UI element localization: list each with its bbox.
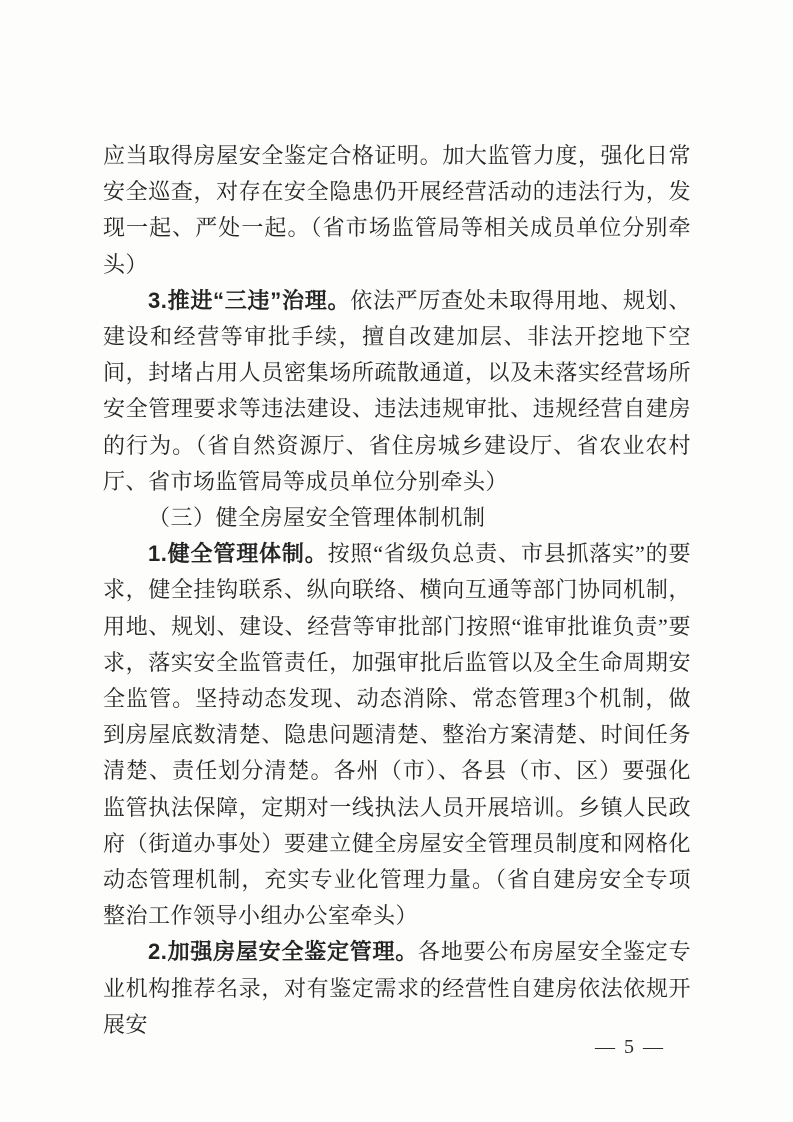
paragraph-lead-bold: 3.推进“三违”治理。	[148, 287, 351, 313]
document-body	[103, 138, 691, 1043]
body-paragraph	[103, 283, 691, 500]
paragraph-text: 按照“省级负总责、市县抓落实”的要求，健全挂钩联系、纵向联络、横向互通等部门协同机制，用地、规划、建设、经营等审批部门按照“谁审批谁负责”要求，落实安全监管责任，加强审批后监管以及全生命周期安全监管。坚持动态发现、动态消除、常态管理3个机制，做到房屋底数清楚、隐患问题清楚、整治方案清楚、时间任务清楚、责任划分清楚。各州（市）、各县（市、区）要强化监管执法保障，定期对一线执法人员开展培训。乡镇人民政府（街道办事处）要建立健全房屋安全管理员制度和网格化动态管理机制，充实专业化管理力量。（省自建房安全专项整治工作领导小组办公室牵头）	[103, 541, 691, 929]
body-paragraph	[103, 536, 691, 934]
paragraph-text: 各地要公布房屋安全鉴定专业机构推荐名录，对有鉴定需求的经营性自建房依法依规开展安	[103, 939, 691, 1037]
paragraph-text: （三）健全房屋安全管理体制机制	[148, 505, 486, 531]
paragraph-lead-bold: 1.健全管理体制。	[148, 541, 328, 567]
paragraph-text: 应当取得房屋安全鉴定合格证明。加大监管力度，强化日常安全巡查，对存在安全隐患仍开展经营活动的违法行为，发现一起、严处一起。（省市场监管局等相关成员单位分别牵头）	[103, 143, 691, 277]
body-paragraph	[103, 138, 691, 283]
body-paragraph	[103, 934, 691, 1043]
page-number: — 5 —	[595, 1036, 665, 1058]
paragraph-lead-bold: 2.加强房屋安全鉴定管理。	[148, 939, 419, 965]
section-heading	[103, 500, 691, 536]
paragraph-text: 依法严厉查处未取得用地、规划、建设和经营等审批手续，擅自改建加层、非法开挖地下空间，封堵占用人员密集场所疏散通道，以及未落实经营场所安全管理要求等违法建设、违法违规审批、违规经营自建房的行为。（省自然资源厅、省住房城乡建设厅、省农业农村厅、省市场监管局等成员单位分别牵头）	[103, 287, 691, 494]
